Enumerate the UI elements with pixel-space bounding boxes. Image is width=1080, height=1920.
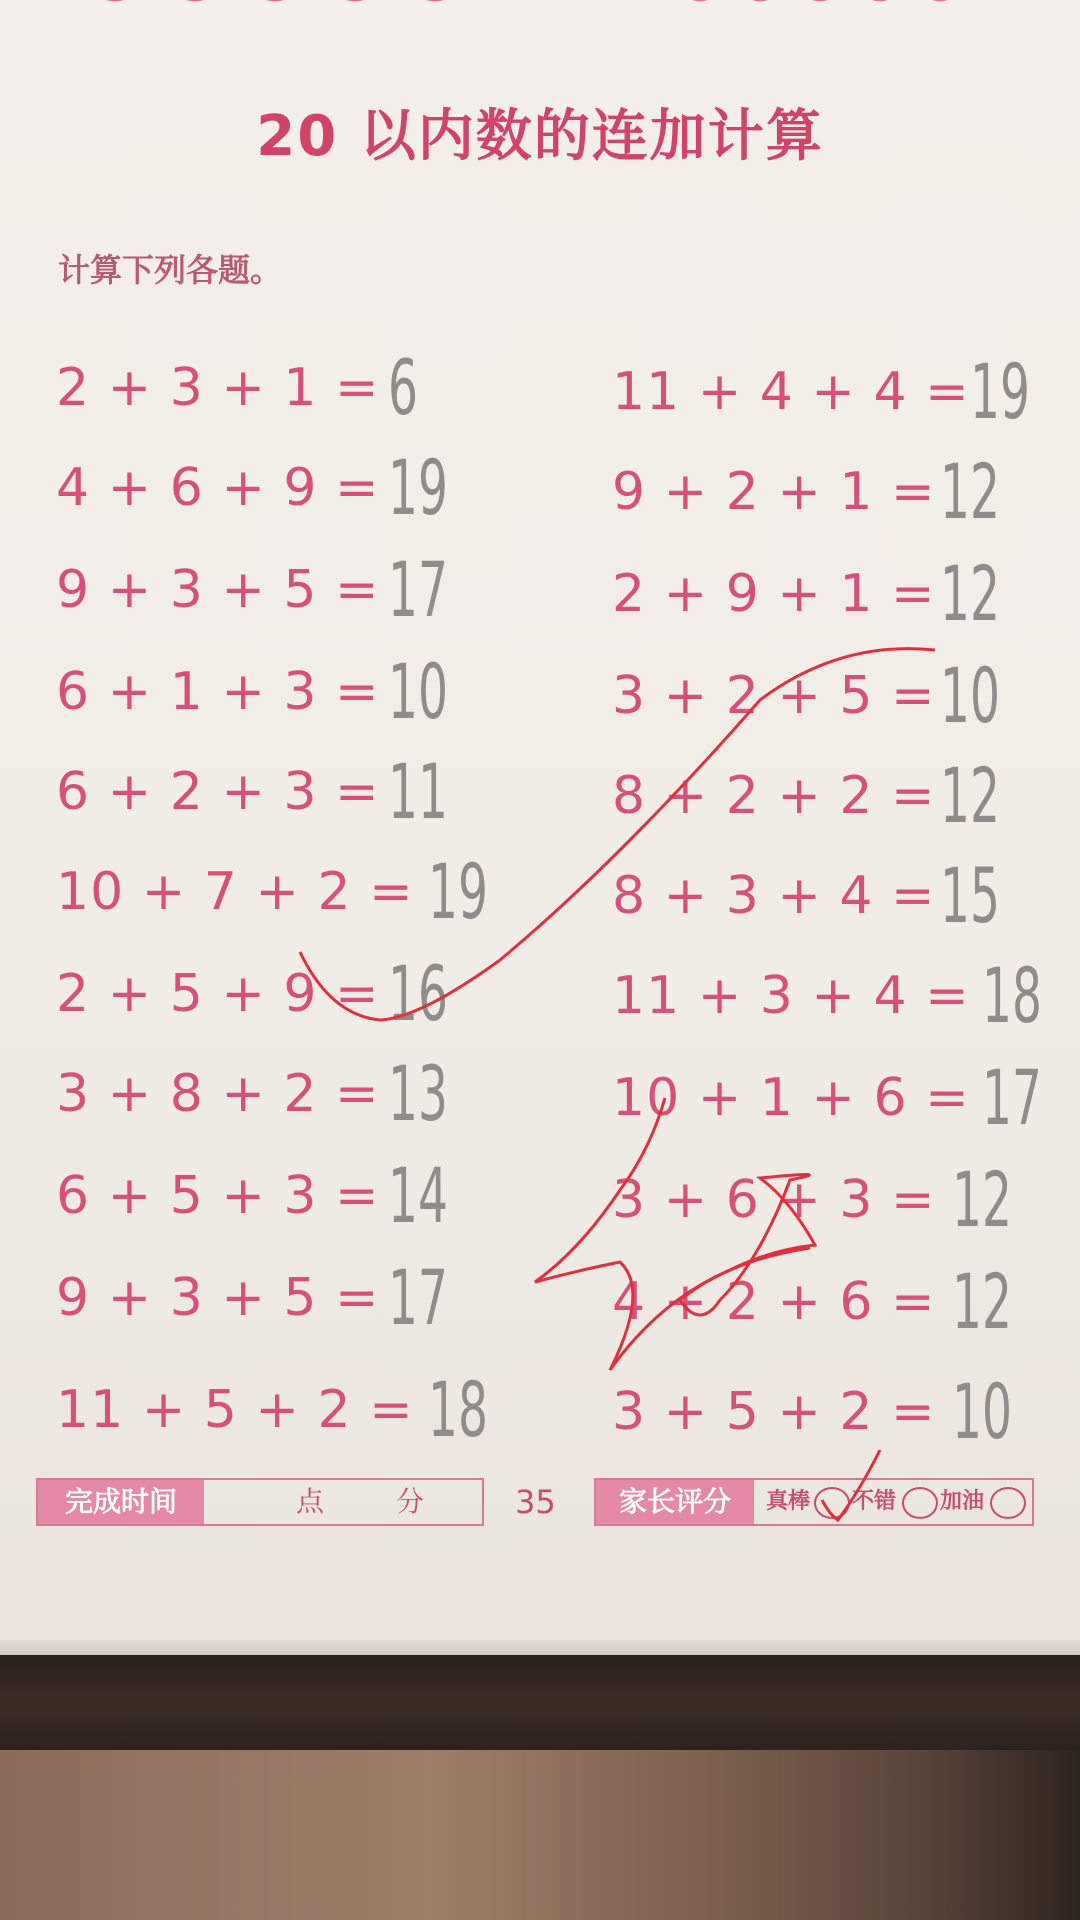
problem-expression: 9 + 3 + 5 = <box>56 560 380 620</box>
problem-right-10 <box>612 1257 1012 1346</box>
problem-left-11 <box>56 1365 488 1454</box>
completion-time-label: 完成时间 <box>38 1480 204 1524</box>
problem-right-3 <box>612 549 1000 638</box>
handwritten-answer: 14 <box>388 1151 448 1240</box>
background-floor <box>0 1750 1080 1920</box>
problem-expression: 4 + 2 + 6 = <box>612 1272 936 1332</box>
problem-expression: 3 + 5 + 2 = <box>612 1382 936 1442</box>
handwritten-answer: 19 <box>428 847 488 936</box>
problem-right-6 <box>612 851 1000 940</box>
instruction-text: 计算下列各题。 <box>58 251 283 289</box>
problem-expression: 11 + 5 + 2 = <box>56 1380 414 1440</box>
problem-left-8 <box>56 1049 448 1138</box>
problem-left-5 <box>56 747 448 836</box>
problem-left-1 <box>56 343 418 432</box>
rating-circle-great[interactable] <box>814 1487 850 1519</box>
top-circle-decoration <box>620 0 1000 12</box>
handwritten-answer: 19 <box>388 443 448 532</box>
handwritten-answer: 13 <box>388 1049 448 1138</box>
problem-expression: 8 + 2 + 2 = <box>612 766 936 826</box>
problem-right-5 <box>612 751 1000 840</box>
parent-rating-label: 家长评分 <box>596 1480 754 1524</box>
page-number: 35 <box>515 1483 556 1521</box>
problem-left-6 <box>56 847 488 936</box>
problem-expression: 6 + 1 + 3 = <box>56 662 380 722</box>
problem-left-7 <box>56 949 448 1038</box>
problem-expression: 9 + 2 + 1 = <box>612 462 936 522</box>
problem-right-9 <box>612 1155 1012 1244</box>
rating-circle-good[interactable] <box>902 1487 938 1519</box>
problem-left-9 <box>56 1151 448 1240</box>
rating-circle-keep-going[interactable] <box>990 1487 1026 1519</box>
problem-right-11 <box>612 1367 1012 1456</box>
problem-left-4 <box>56 647 448 736</box>
handwritten-answer: 18 <box>428 1365 488 1454</box>
problem-expression: 11 + 3 + 4 = <box>612 966 970 1026</box>
rating-option-keep-going: 加油 <box>940 1489 985 1514</box>
completion-time-box <box>36 1478 484 1526</box>
problem-expression: 2 + 5 + 9 = <box>56 964 380 1024</box>
problem-expression: 10 + 7 + 2 = <box>56 862 414 922</box>
problem-left-10 <box>56 1253 448 1342</box>
problem-expression: 3 + 8 + 2 = <box>56 1064 380 1124</box>
problem-expression: 6 + 2 + 3 = <box>56 762 380 822</box>
top-decoration <box>95 0 475 12</box>
handwritten-answer: 12 <box>952 1257 1012 1346</box>
problem-expression: 2 + 9 + 1 = <box>612 564 936 624</box>
problem-right-4 <box>612 651 1000 740</box>
rating-option-good: 不错 <box>852 1489 897 1514</box>
parent-rating-box <box>594 1478 1034 1526</box>
time-hour-label: 点 <box>296 1485 325 1518</box>
problem-right-7 <box>612 951 1042 1040</box>
problem-expression: 3 + 2 + 5 = <box>612 666 936 726</box>
time-minute-label: 分 <box>396 1485 425 1518</box>
problem-expression: 10 + 1 + 6 = <box>612 1068 970 1128</box>
handwritten-answer: 12 <box>940 549 1000 638</box>
problem-right-1 <box>612 347 1030 436</box>
problem-expression: 3 + 6 + 3 = <box>612 1170 936 1230</box>
handwritten-answer: 17 <box>388 545 448 634</box>
problem-expression: 4 + 6 + 9 = <box>56 458 380 518</box>
handwritten-answer: 17 <box>982 1053 1042 1142</box>
problem-expression: 11 + 4 + 4 = <box>612 362 970 422</box>
problem-expression: 9 + 3 + 5 = <box>56 1268 380 1328</box>
handwritten-answer: 16 <box>388 949 448 1038</box>
problem-right-8 <box>612 1053 1042 1142</box>
handwritten-answer: 17 <box>388 1253 448 1342</box>
handwritten-answer: 19 <box>970 347 1030 436</box>
handwritten-answer: 12 <box>952 1155 1012 1244</box>
handwritten-answer: 6 <box>388 343 418 432</box>
handwritten-answer: 11 <box>388 747 448 836</box>
handwritten-answer: 12 <box>940 751 1000 840</box>
problem-expression: 6 + 5 + 3 = <box>56 1166 380 1226</box>
page-title: 20 以内数的连加计算 <box>256 104 824 169</box>
problem-right-2 <box>612 447 1000 536</box>
problem-left-2 <box>56 443 448 532</box>
handwritten-answer: 10 <box>952 1367 1012 1456</box>
handwritten-answer: 12 <box>940 447 1000 536</box>
problem-expression: 8 + 3 + 4 = <box>612 866 936 926</box>
handwritten-answer: 15 <box>940 851 1000 940</box>
problem-expression: 2 + 3 + 1 = <box>56 358 380 418</box>
rating-option-great: 真棒 <box>766 1489 811 1514</box>
handwritten-answer: 10 <box>388 647 448 736</box>
handwritten-answer: 10 <box>940 651 1000 740</box>
problem-left-3 <box>56 545 448 634</box>
desk-edge <box>0 1655 1080 1750</box>
handwritten-answer: 18 <box>982 951 1042 1040</box>
